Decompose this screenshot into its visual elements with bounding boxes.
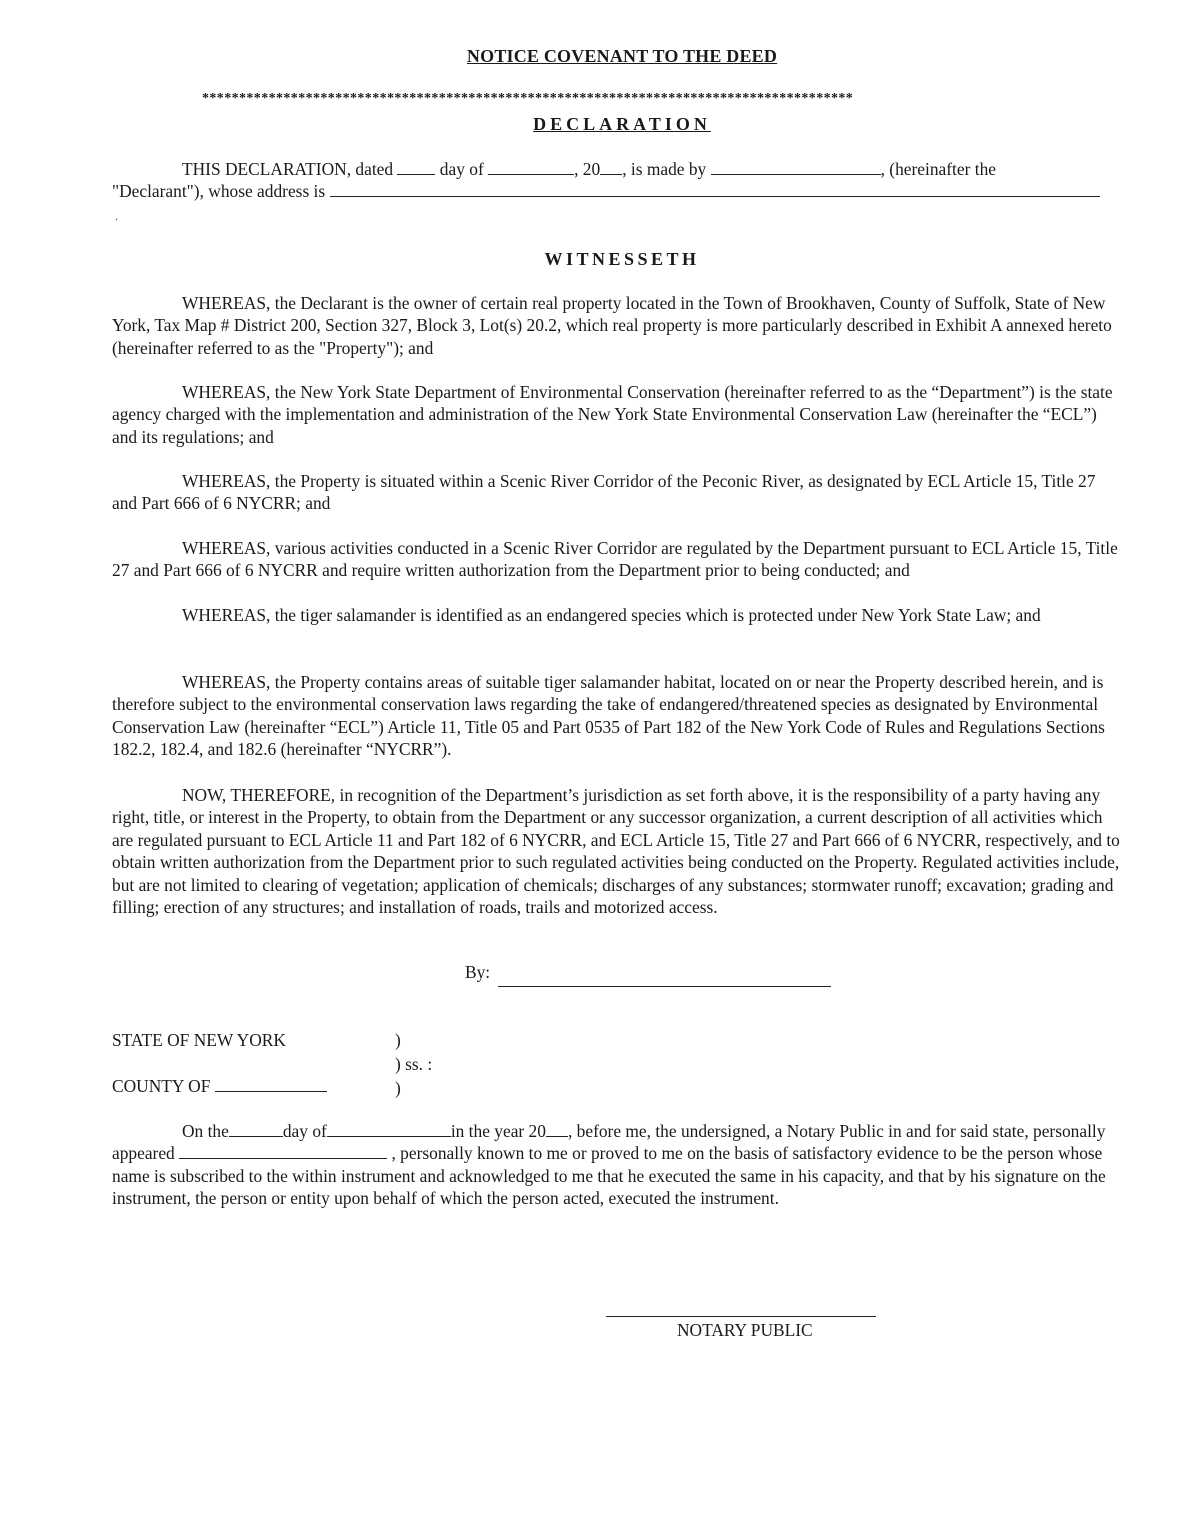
paren-bottom: )	[395, 1078, 401, 1098]
document-title: NOTICE COVENANT TO THE DEED	[466, 46, 778, 66]
scan-speck: ·	[115, 215, 119, 226]
whereas-paragraph-1	[112, 292, 1124, 359]
by-label: By:	[465, 962, 491, 982]
paren-ss: ) ss. :	[395, 1054, 433, 1074]
whereas-paragraph-5	[112, 604, 1124, 626]
whereas-text-6: WHEREAS, the Property contains areas of suitable tiger salamander habitat, located on or near the Property described herein, and is therefore subject to the environmental conservation laws regarding the take of endangered/threatened species as designated by Environmental Conservation Law (hereinafter “ECL”) Article 11, Title 05 and Part 0535 of Part 182 of the New York Code of Rules and Regulations Sections 182.2, 182.4, and 182.6 (hereinafter “NYCRR”).	[112, 672, 1105, 760]
ack-month-blank[interactable]	[327, 1121, 451, 1137]
witnesseth-heading: WITNESSETH	[544, 249, 700, 269]
month-blank[interactable]	[488, 159, 574, 175]
address-blank[interactable]	[330, 181, 1100, 197]
intro-text-2: day of	[439, 159, 484, 179]
whereas-text-1: WHEREAS, the Declarant is the owner of certain real property located in the Town of Brookhaven, County of Suffolk, State of New York, Tax Map # District 200, Section 327, Block 3, Lot(s) 20.2, which real property is more particularly described in Exhibit A annexed hereto (hereinafter referred to as the "Property"); and	[112, 293, 1112, 358]
notary-signature-line[interactable]	[606, 1316, 876, 1317]
ack-text-2: day of	[282, 1121, 327, 1141]
signature-line[interactable]	[498, 986, 831, 987]
declaration-heading: DECLARATION	[533, 114, 711, 134]
ack-text-4: , before me, the undersigned, a Notary Public in and for said state, personally appeared	[112, 1121, 1106, 1164]
declarant-name-blank[interactable]	[711, 159, 881, 175]
paren-top: )	[395, 1030, 401, 1050]
ack-day-blank[interactable]	[229, 1121, 283, 1137]
county-label: COUNTY OF	[112, 1076, 211, 1096]
intro-text-1: THIS DECLARATION, dated	[182, 159, 394, 179]
state-label: STATE OF NEW YORK	[112, 1030, 286, 1050]
ack-text-3: in the year 20	[450, 1121, 546, 1141]
intro-text-6: "Declarant"), whose address is	[112, 181, 326, 202]
county-blank[interactable]	[215, 1076, 327, 1092]
intro-text-5: , (hereinafter the	[880, 159, 996, 179]
whereas-paragraph-2	[112, 381, 1124, 448]
day-blank[interactable]	[397, 159, 435, 175]
acknowledgment-paragraph	[112, 1120, 1124, 1210]
declaration-intro	[112, 158, 1124, 203]
whereas-paragraph-3	[112, 470, 1124, 515]
whereas-text-5: WHEREAS, the tiger salamander is identified as an endangered species which is protected under New York State Law; and	[182, 605, 1041, 625]
now-therefore-text: NOW, THEREFORE, in recognition of the Department’s jurisdiction as set forth above, it is the responsibility of a party having any right, title, or interest in the Property, to obtain from the Department or any successor organization, a current description of all activities which are regulated pursuant to ECL Article 11 and Part 182 of 6 NYCRR, and ECL Article 15, Title 27 and Part 666 of 6 NYCRR, respectively, and to obtain written authorization from the Department prior to such regulated activities being conducted on the Property. Regulated activities include, but are not limited to clearing of vegetation; application of chemicals; discharges of any substances; stormwater runoff; excavation; grading and filling; erection of any structures; and installation of roads, trails and motorized access.	[112, 785, 1120, 918]
notary-public-label: NOTARY PUBLIC	[677, 1320, 813, 1340]
appeared-name-blank[interactable]	[179, 1143, 387, 1159]
whereas-text-3: WHEREAS, the Property is situated within a Scenic River Corridor of the Peconic River, as designated by ECL Article 15, Title 27 and Part 666 of 6 NYCRR; and	[112, 471, 1096, 514]
now-therefore-paragraph	[112, 784, 1124, 918]
whereas-paragraph-6	[112, 671, 1124, 761]
ack-text-1: On the	[182, 1121, 229, 1141]
ack-text-5: , personally known to me or proved to me on the basis of satisfactory evidence to be the person whose name is subscribed to the within instrument and acknowledged to me that he executed the same in his capacity, and that by his signature on the instrument, the person or entity upon behalf of which the person acted, executed the instrument.	[112, 1143, 1106, 1209]
intro-text-3: , 20	[574, 159, 601, 179]
county-row	[112, 1076, 327, 1097]
intro-text-4: , is made by	[622, 159, 707, 179]
year-blank[interactable]	[600, 159, 622, 175]
whereas-text-4: WHEREAS, various activities conducted in a Scenic River Corridor are regulated by the Department pursuant to ECL Article 15, Title 27 and Part 666 of 6 NYCRR and require written authorization from the Department prior to being conducted; and	[112, 538, 1118, 581]
ack-year-blank[interactable]	[546, 1121, 568, 1137]
separator-stars: ****************************************************************************************	[202, 91, 854, 106]
whereas-text-2: WHEREAS, the New York State Department of Environmental Conservation (hereinafter referred to as the “Department”) is the state agency charged with the implementation and administration of the New York State Environmental Conservation Law (hereinafter the “ECL”) and its regulations; and	[112, 382, 1113, 447]
whereas-paragraph-4	[112, 537, 1124, 582]
